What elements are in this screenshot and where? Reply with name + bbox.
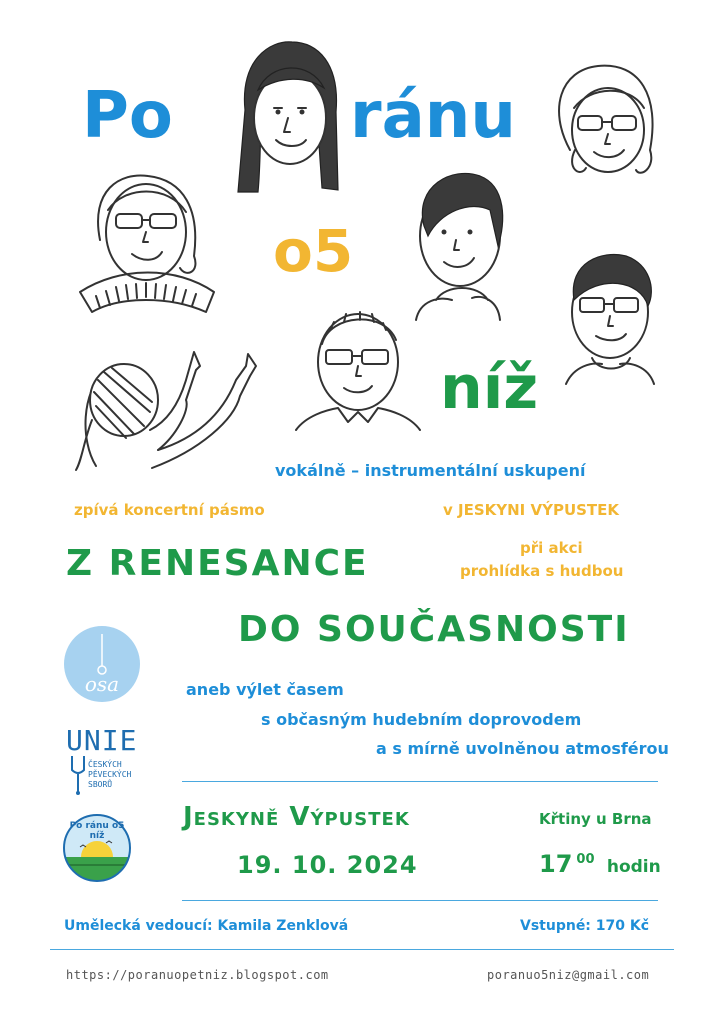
event-time-hour: 17 [539, 850, 573, 878]
osa-logo [64, 626, 140, 702]
singer-face-piano-collar [80, 175, 214, 312]
unie-sub-line1: ČESKÝCH [88, 760, 122, 769]
osa-logo-text: osa [84, 672, 120, 696]
conductor-drawing [76, 352, 256, 470]
divider-bottom [50, 949, 674, 950]
divider-top [182, 781, 658, 782]
singer-face-glasses-right [566, 255, 654, 384]
title-word-niz: níž [440, 353, 539, 423]
singer-face-curly [559, 66, 653, 173]
title-word-o5: o5 [273, 217, 354, 285]
event-time-word: hodin [606, 857, 661, 877]
tagline-line3: a s mírně uvolněnou atmosférou [376, 739, 669, 758]
fee-value: 170 Kč [595, 918, 650, 934]
event-time [539, 850, 661, 878]
choir-badge-logo [62, 813, 132, 883]
unie-logo [64, 724, 154, 800]
program-line1: Z RENESANCE [66, 543, 369, 584]
title-word-po: Po [82, 79, 173, 153]
unie-sub-line3: SBORŮ [88, 780, 113, 789]
singer-face-dark-hair [416, 173, 503, 320]
tuning-fork-icon [68, 756, 88, 796]
unie-logo-title: UNIE [66, 724, 138, 757]
website-link[interactable]: https://poranuopetniz.blogspot.com [66, 968, 329, 982]
leader-name: Kamila Zenklová [217, 918, 349, 934]
title-word-ranu: ránu [350, 79, 516, 153]
tagline-line2: s občasným hudebním doprovodem [261, 710, 582, 729]
leader-label: Umělecká vedoucí: [64, 918, 213, 934]
event-time-minutes: 00 [576, 852, 595, 867]
leader-line [64, 918, 348, 934]
fee-line [520, 918, 649, 934]
unie-sub-line2: PĚVECKÝCH [88, 770, 132, 779]
venue-place: Křtiny u Brna [539, 810, 652, 828]
tagline-line1: aneb výlet časem [186, 680, 344, 699]
venue-name: Jeskyně Výpustek [183, 802, 410, 832]
sings-text: zpívá koncertní pásmo [74, 501, 265, 519]
event-date: 19. 10. 2024 [237, 851, 418, 879]
badge-text: Po ránu o5 níž [69, 821, 125, 841]
event-line2: prohlídka s hudbou [460, 562, 624, 580]
program-line2: DO SOUČASNOSTI [238, 609, 630, 650]
venue-cave-text: v JESKYNI VÝPUSTEK [443, 501, 620, 519]
ensemble-type-text: vokálně – instrumentální uskupení [275, 461, 586, 480]
singer-face-long-hair [238, 42, 338, 192]
fee-label: Vstupné: [520, 918, 591, 934]
divider-middle [182, 900, 658, 901]
singer-face-short-hair [296, 312, 420, 430]
singers-illustration [0, 0, 725, 480]
event-line1: při akci [520, 539, 583, 557]
unie-logo-sub [88, 760, 131, 790]
email-link[interactable]: poranuo5niz@gmail.com [487, 968, 650, 982]
